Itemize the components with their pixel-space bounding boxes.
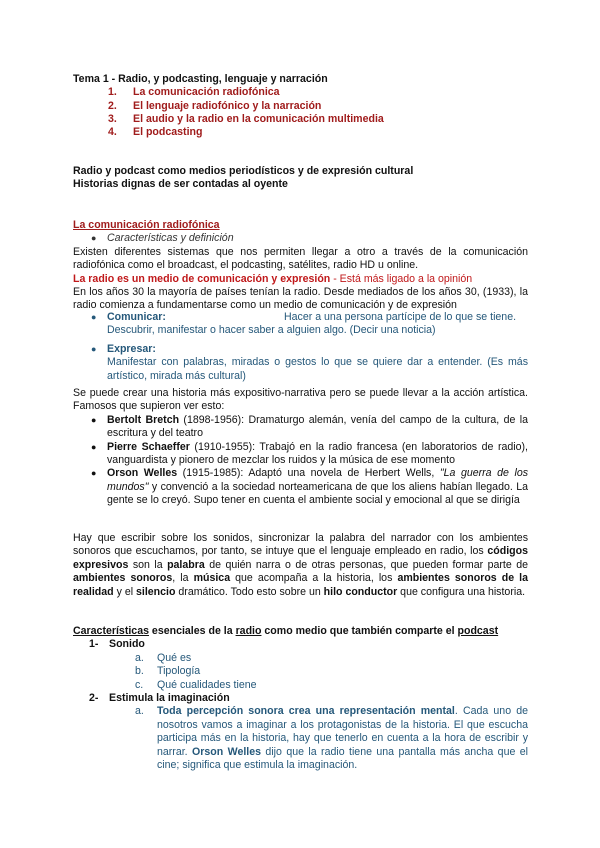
- famous-section: [73, 387, 528, 508]
- toc-item[interactable]: 2. El lenguaje radiofónico y la narración: [108, 99, 322, 112]
- header: [73, 73, 528, 140]
- toc-item[interactable]: 1. La comunicación radiofónica: [108, 86, 280, 99]
- bullet-icon: ●: [91, 441, 97, 452]
- toc-item[interactable]: 4. El podcasting: [108, 126, 203, 139]
- bullet-icon: ●: [91, 312, 97, 322]
- bullet-icon: ●: [91, 343, 97, 354]
- section-communication: [73, 219, 528, 313]
- sub-item: b. Tipología: [135, 665, 201, 678]
- numbered-item: 1- Sonido: [89, 638, 145, 651]
- famous-item: ● Pierre Schaeffer (1910-1955): Trabajó en la radio francesa (en laboratorios de radio), vanguardista y pionero de mezclar los ruidos y la música de ese momento: [91, 440, 528, 467]
- section-heading: La comunicación radiofónica: [73, 219, 220, 231]
- section-characteristics: [73, 625, 528, 772]
- bullet-icon: ●: [91, 233, 97, 244]
- table-of-contents: [73, 86, 528, 139]
- numbered-item: 2- Estimula la imaginación: [89, 692, 230, 705]
- subtitle-line: Historias dignas de ser contadas al oyente: [73, 178, 288, 191]
- sub-item: c. Qué cualidades tiene: [135, 678, 257, 691]
- definitions: [73, 311, 528, 383]
- section-heading: Características esenciales de la radio como medio que también comparte el podcast: [73, 625, 499, 637]
- bullet-item: ● Características y definición: [91, 232, 234, 245]
- subtitle: [73, 165, 528, 192]
- bullet-icon: ●: [91, 468, 97, 479]
- page-title: Tema 1 - Radio, y podcasting, lenguaje y narración: [73, 73, 328, 85]
- famous-item: ● Bertolt Bretch (1898-1956): Dramaturgo alemán, venía del campo de la cultura, de la escritura y del teatro: [91, 413, 528, 440]
- story-paragraph: Se puede crear una historia más expositivo-narrativa pero se puede llevar a la acción artística. Famosos que supieron ver esto:: [73, 387, 528, 413]
- famous-item: ● Orson Welles (1915-1985): Adaptó una novela de Herbert Wells, "La guerra de los mundos" y convenció a la sociedad norteamericana de que los aliens habían llegado. La gente se lo creyó. Supo tener en cuenta el ambiente social y emocional al que se dirigía: [91, 467, 529, 507]
- def-expresar: ● Expresar: Manifestar con palabras, miradas o gestos lo que se quiere dar a entender. (Es más artístico, mirada más cultural): [91, 342, 528, 382]
- sub-item: a. Qué es: [135, 651, 192, 664]
- intro-paragraph: Existen diferentes sistemas que nos permiten llegar a otro a través de la comunicación radiofónica como el broadcast, el podcasting, satélites, radio HD u online.: [73, 245, 528, 272]
- years-paragraph: En los años 30 la mayoría de países tenían la radio. Desde mediados de los años 30, (1933), la radio comienza a fundamentarse como un medio de comunicación y de expresión: [73, 286, 528, 312]
- medium-heading-line: La radio es un medio de comunicación y expresión - Está más ligado a la opinión: [73, 272, 473, 285]
- toc-item[interactable]: 3. El audio y la radio en la comunicación multimedia: [108, 113, 384, 125]
- sub-item: a. Toda percepción sonora crea una representación mental. Cada uno de nosotros vamos a imaginar a los protagonistas de la historia. El que escucha participa más en la historia, hay que tenerlo en cuenta a la hora de escribir y narrar. Orson Welles dijo que la radio tiene una pantalla más ancha que el cine; significa que estimula la imaginación.: [135, 705, 529, 772]
- codes-paragraph: Hay que escribir sobre los sonidos, sincronizar la palabra del narrador con los ambientes sonoros que escuchamos, por tanto, se intuye que el lenguaje empleado en radio, los códigos expresivos son la palabra de quién narra o de otras personas, que pueden formar parte de ambientes sonoros, la música que acompaña a la historia, los ambientes sonoros de la realidad y el silencio dramático. Todo esto sobre un hilo conductor que configura una historia.: [73, 532, 529, 598]
- bullet-icon: ●: [91, 414, 97, 425]
- def-comunicar: ● Comunicar: Hacer a una persona partícipe de lo que se tiene. Descubrir, manifestar o hacer saber a alguien algo. (Decir una noticia): [91, 311, 517, 337]
- subtitle-line: Radio y podcast como medios periodísticos y de expresión cultural: [73, 165, 414, 177]
